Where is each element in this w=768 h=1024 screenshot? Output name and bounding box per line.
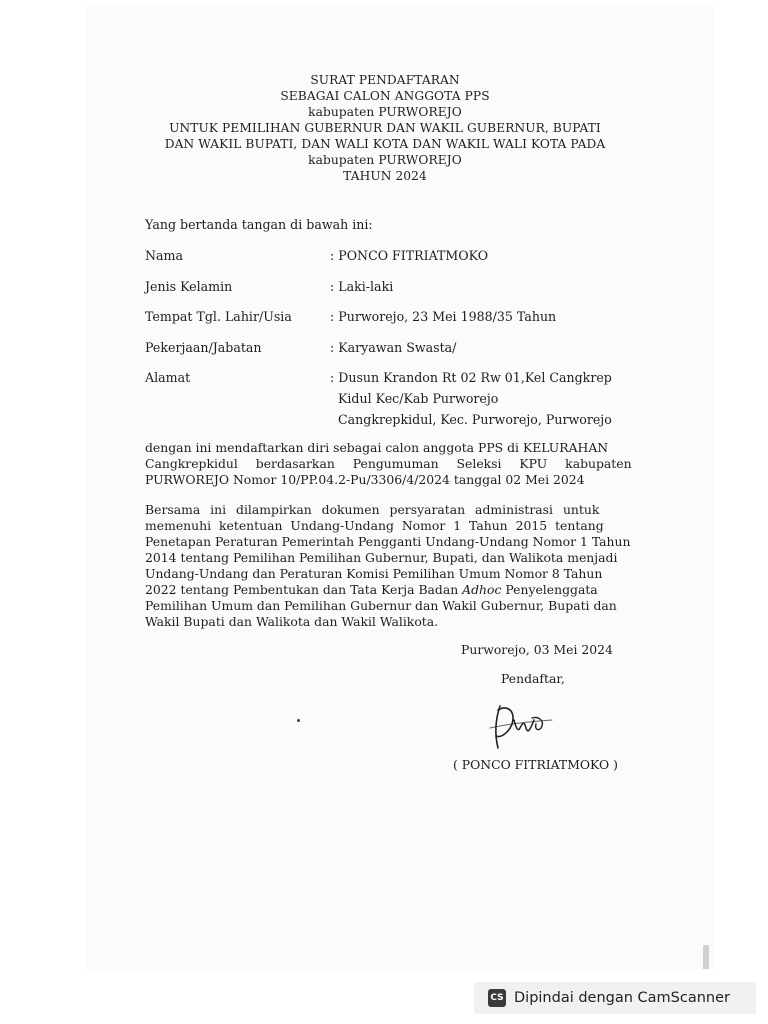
field-label: Tempat Tgl. Lahir/Usia xyxy=(145,309,292,324)
registration-paragraph xyxy=(145,440,632,488)
paragraph-line: Bersama ini dilampirkan dokumen persyaratan administrasi untuk xyxy=(145,502,600,517)
paragraph-line: Penetapan Peraturan Pemerintah Pengganti Undang-Undang Nomor 1 Tahun xyxy=(145,534,631,549)
field-value: : Laki-laki xyxy=(330,279,394,294)
field-label: Nama xyxy=(145,248,183,263)
field-value: : Karyawan Swasta/ xyxy=(330,340,457,355)
paragraph-line: memenuhi ketentuan Undang-Undang Nomor 1 Tahun 2015 tentang xyxy=(145,518,604,533)
camscanner-logo-icon: CS xyxy=(488,989,506,1007)
title-line: kabupaten PURWOREJO xyxy=(308,153,462,167)
paragraph-line: Cangkrepkidul berdasarkan Pengumuman Seleksi KPU kabupaten xyxy=(145,456,632,471)
attachment-paragraph xyxy=(145,502,631,630)
field-label: Jenis Kelamin xyxy=(145,279,233,294)
field-value: : Purworejo, 23 Mei 1988/35 Tahun xyxy=(330,309,557,324)
paragraph-line: PURWOREJO Nomor 10/PP.04.2-Pu/3306/4/2024 tanggal 02 Mei 2024 xyxy=(145,472,585,487)
title-line: UNTUK PEMILIHAN GUBERNUR DAN WAKIL GUBERNUR, BUPATI xyxy=(169,121,601,135)
camscanner-watermark xyxy=(474,982,756,1014)
title-line: DAN WAKIL BUPATI, DAN WALI KOTA DAN WAKIL WALI KOTA PADA xyxy=(164,137,606,151)
title-line: SEBAGAI CALON ANGGOTA PPS xyxy=(280,89,490,103)
paragraph-line: Pemilihan Umum dan Pemilihan Gubernur dan Wakil Gubernur, Bupati dan xyxy=(145,598,617,613)
title-line: TAHUN 2024 xyxy=(343,169,427,183)
document-title xyxy=(130,72,640,184)
scan-edge-shadow xyxy=(703,945,709,969)
field-label: Pekerjaan/Jabatan xyxy=(145,340,262,355)
handwritten-signature xyxy=(486,698,556,754)
paragraph-line: 2014 tentang Pemilihan Pemilihan Gubernur, Bupati, dan Walikota menjadi xyxy=(145,550,618,565)
field-label: Alamat xyxy=(145,370,191,385)
paragraph-line: Undang-Undang dan Peraturan Komisi Pemilihan Umum Nomor 8 Tahun xyxy=(145,566,603,581)
field-value: : Dusun Krandon Rt 02 Rw 01,Kel Cangkrep xyxy=(330,370,612,385)
paragraph-line: dengan ini mendaftarkan diri sebagai calon anggota PPS di KELURAHAN xyxy=(145,440,609,455)
place-date: Purworejo, 03 Mei 2024 xyxy=(461,642,613,657)
signer-role: Pendaftar, xyxy=(501,671,565,686)
signer-name: ( PONCO FITRIATMOKO ) xyxy=(453,757,618,772)
italic-term: Adhoc xyxy=(462,582,502,597)
field-value: : PONCO FITRIATMOKO xyxy=(330,248,489,263)
address-line: Cangkrepkidul, Kec. Purworejo, Purworejo xyxy=(338,412,612,427)
watermark-text: Dipindai dengan CamScanner xyxy=(514,990,731,1006)
paragraph-line: Wakil Bupati dan Walikota dan Wakil Walikota. xyxy=(145,614,439,629)
title-line: SURAT PENDAFTARAN xyxy=(310,73,460,87)
title-line: kabupaten PURWOREJO xyxy=(308,105,462,119)
paragraph-line: 2022 tentang Pembentukan dan Tata Kerja Badan Adhoc Penyelenggata xyxy=(145,582,598,597)
scan-speck xyxy=(297,719,300,722)
address-line: Kidul Kec/Kab Purworejo xyxy=(338,391,499,406)
intro-text: Yang bertanda tangan di bawah ini: xyxy=(145,217,373,232)
